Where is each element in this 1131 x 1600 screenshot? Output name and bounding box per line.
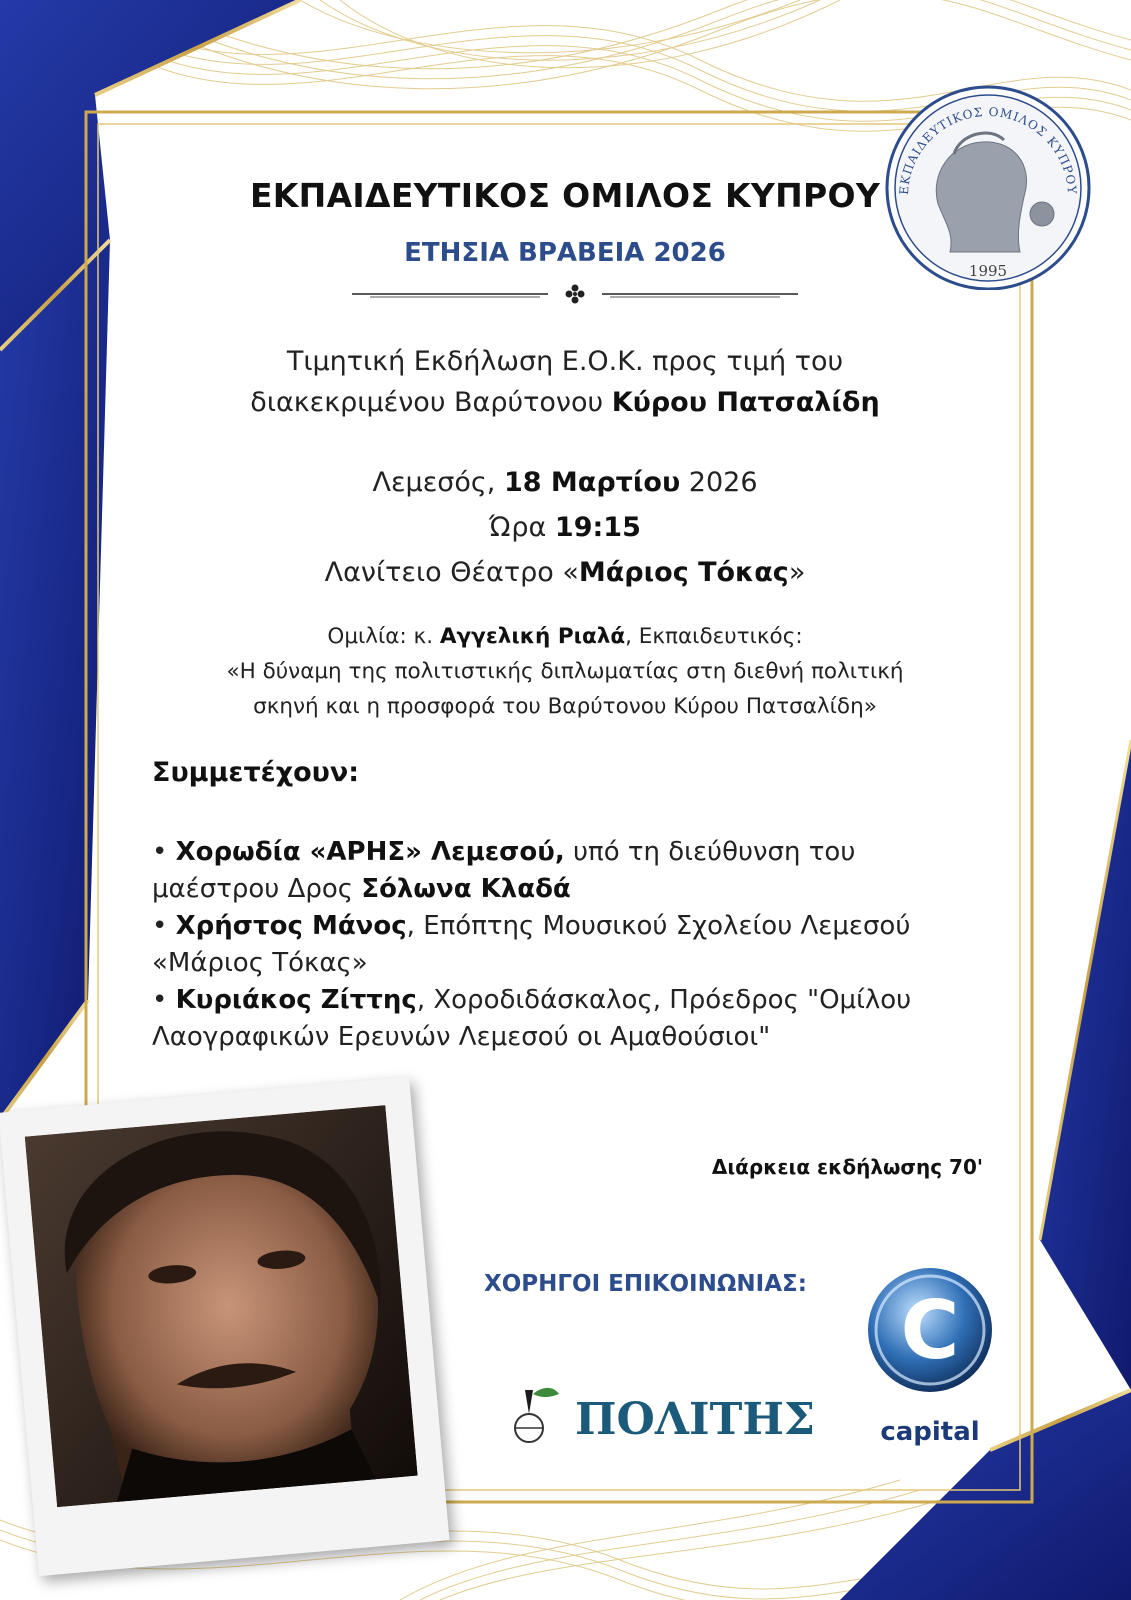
seal-year: 1995 — [968, 262, 1008, 280]
sponsors-heading: ΧΟΡΗΓΟΙ ΕΠΙΚΟΙΝΩΝΙΑΣ: — [484, 1271, 807, 1297]
event-date: Λεμεσός, 18 Μαρτίου 2026 — [372, 467, 758, 498]
svg-text:ΠΟΛΙΤΗΣ: ΠΟΛΙΤΗΣ — [575, 1394, 816, 1445]
event-details — [130, 460, 1000, 595]
pen-globe-icon — [515, 1388, 559, 1442]
speech-title-line-2: σκηνή και η προσφορά του Βαρύτονου Κύρου Πατσαλίδη» — [253, 694, 877, 719]
participants-heading: Συμμετέχουν: — [152, 757, 360, 788]
participant-item: • Κυριάκος Ζίττης, Χοροδιδάσκαλος, Πρόεδρος "Ομίλου Λαογραφικών Ερευνών Λεμεσού οι Αμαθούσιοι" — [152, 985, 912, 1052]
politis-sponsor-logo — [505, 1384, 855, 1448]
fleuron-icon — [566, 285, 585, 304]
capital-c-glyph: C — [900, 1284, 960, 1377]
participant-item: • Χρήστος Μάνος, Επόπτης Μουσικού Σχολείου Λεμεσού «Μάριος Τόκας» — [152, 911, 911, 978]
svg-text:capital: capital — [880, 1417, 980, 1447]
participants-list — [152, 834, 972, 1056]
tribute-line-2: διακεκριμένου Βαρύτονου Κύρου Πατσαλίδη — [250, 387, 880, 418]
left-navy-shape — [0, 240, 110, 1120]
event-duration: Διάρκεια εκδήλωσης 70' — [711, 1155, 983, 1179]
speech-speaker: Ομιλία: κ. Αγγελική Ριαλά, Εκπαιδευτικός: — [327, 624, 803, 649]
top-left-navy-shape — [0, 0, 300, 350]
seal-ring-text: ΕΚΠΑΙΔΕΥΤΙΚΟΣ ΟΜΙΛΟΣ ΚΥΠΡΟΥ — [896, 104, 1080, 196]
polaroid-photo-frame — [0, 1077, 449, 1576]
event-time: Ώρα 19:15 — [489, 512, 641, 543]
event-subtitle: ΕΤΗΣΙΑ ΒΡΑΒΕΙΑ 2026 — [404, 238, 726, 268]
honoree-portrait-photo — [25, 1105, 418, 1507]
tribute-text — [130, 341, 1000, 423]
capital-sponsor-logo — [860, 1262, 1000, 1454]
event-venue: Λανίτειο Θέατρο «Μάριος Τόκας» — [324, 557, 806, 588]
organization-title: ΕΚΠΑΙΔΕΥΤΙΚΟΣ ΟΜΙΛΟΣ ΚΥΠΡΟΥ — [249, 176, 881, 215]
tribute-line-1: Τιμητική Εκδήλωση Ε.Ο.Κ. προς τιμή του — [286, 346, 844, 377]
participant-item: • Χορωδία «ΑΡΗΣ» Λεμεσού, υπό τη διεύθυνση του μαέστρου Δρος Σόλωνα Κλαδά — [152, 837, 856, 904]
honoree-name: Κύρου Πατσαλίδη — [611, 387, 880, 418]
speech-title-line-1: «Η δύναμη της πολιτιστικής διπλωματίας στη διεθνή πολιτική — [226, 659, 904, 684]
right-navy-shape — [1040, 740, 1131, 1390]
divider-ornament — [350, 282, 800, 306]
speech-details — [130, 619, 1000, 724]
